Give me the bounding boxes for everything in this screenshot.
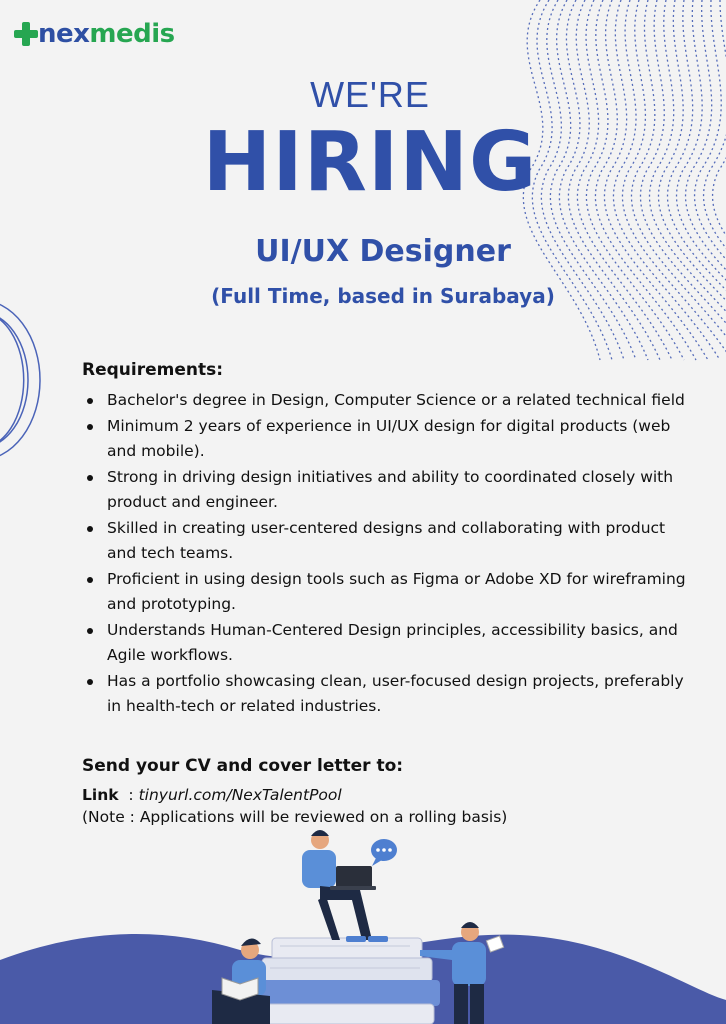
- chat-bubble-icon: [371, 839, 397, 866]
- headline-main: HIRING: [202, 115, 538, 210]
- laptop-icon: [330, 866, 376, 890]
- team-illustration: [0, 820, 726, 1024]
- requirements-heading: Requirements:: [82, 360, 224, 380]
- left-arcs: [0, 300, 40, 460]
- position-subtitle: (Full Time, based in Surabaya): [211, 284, 555, 308]
- apply-link-line: [82, 786, 342, 804]
- list-item: Bachelor's degree in Design, Computer Science or a related technical field: [82, 388, 692, 414]
- nexmedis-logo: [14, 12, 175, 56]
- list-item: Skilled in creating user-centered designs and collaborating with product and tech teams.: [82, 516, 692, 567]
- logo-text-nex: nex: [38, 19, 90, 49]
- cross-plus-icon: [14, 21, 38, 47]
- apply-link[interactable]: tinyurl.com/NexTalentPool: [138, 786, 342, 804]
- logo-wordmark: [38, 21, 175, 47]
- apply-note: (Note : Applications will be reviewed on a rolling basis): [82, 808, 508, 826]
- list-item: Minimum 2 years of experience in UI/UX design for digital products (web and mobile).: [82, 414, 692, 465]
- apply-heading: Send your CV and cover letter to:: [82, 756, 404, 776]
- headline-intro: WE'RE: [310, 74, 430, 115]
- book-stack: [255, 938, 440, 1024]
- list-item: Has a portfolio showcasing clean, user-focused design projects, preferably in health-tech or related industries.: [82, 669, 692, 720]
- position-title: UI/UX Designer: [255, 234, 511, 269]
- list-item: Strong in driving design initiatives and ability to coordinated closely with product and engineer.: [82, 465, 692, 516]
- list-item: Proficient in using design tools such as Figma or Adobe XD for wireframing and prototyping.: [82, 567, 692, 618]
- link-label: Link: [82, 786, 119, 804]
- list-item: Understands Human-Centered Design principles, accessibility basics, and Agile workflows.: [82, 618, 692, 669]
- logo-text-medis: medis: [89, 19, 175, 49]
- requirements-list: [82, 388, 692, 720]
- link-separator: :: [118, 786, 139, 804]
